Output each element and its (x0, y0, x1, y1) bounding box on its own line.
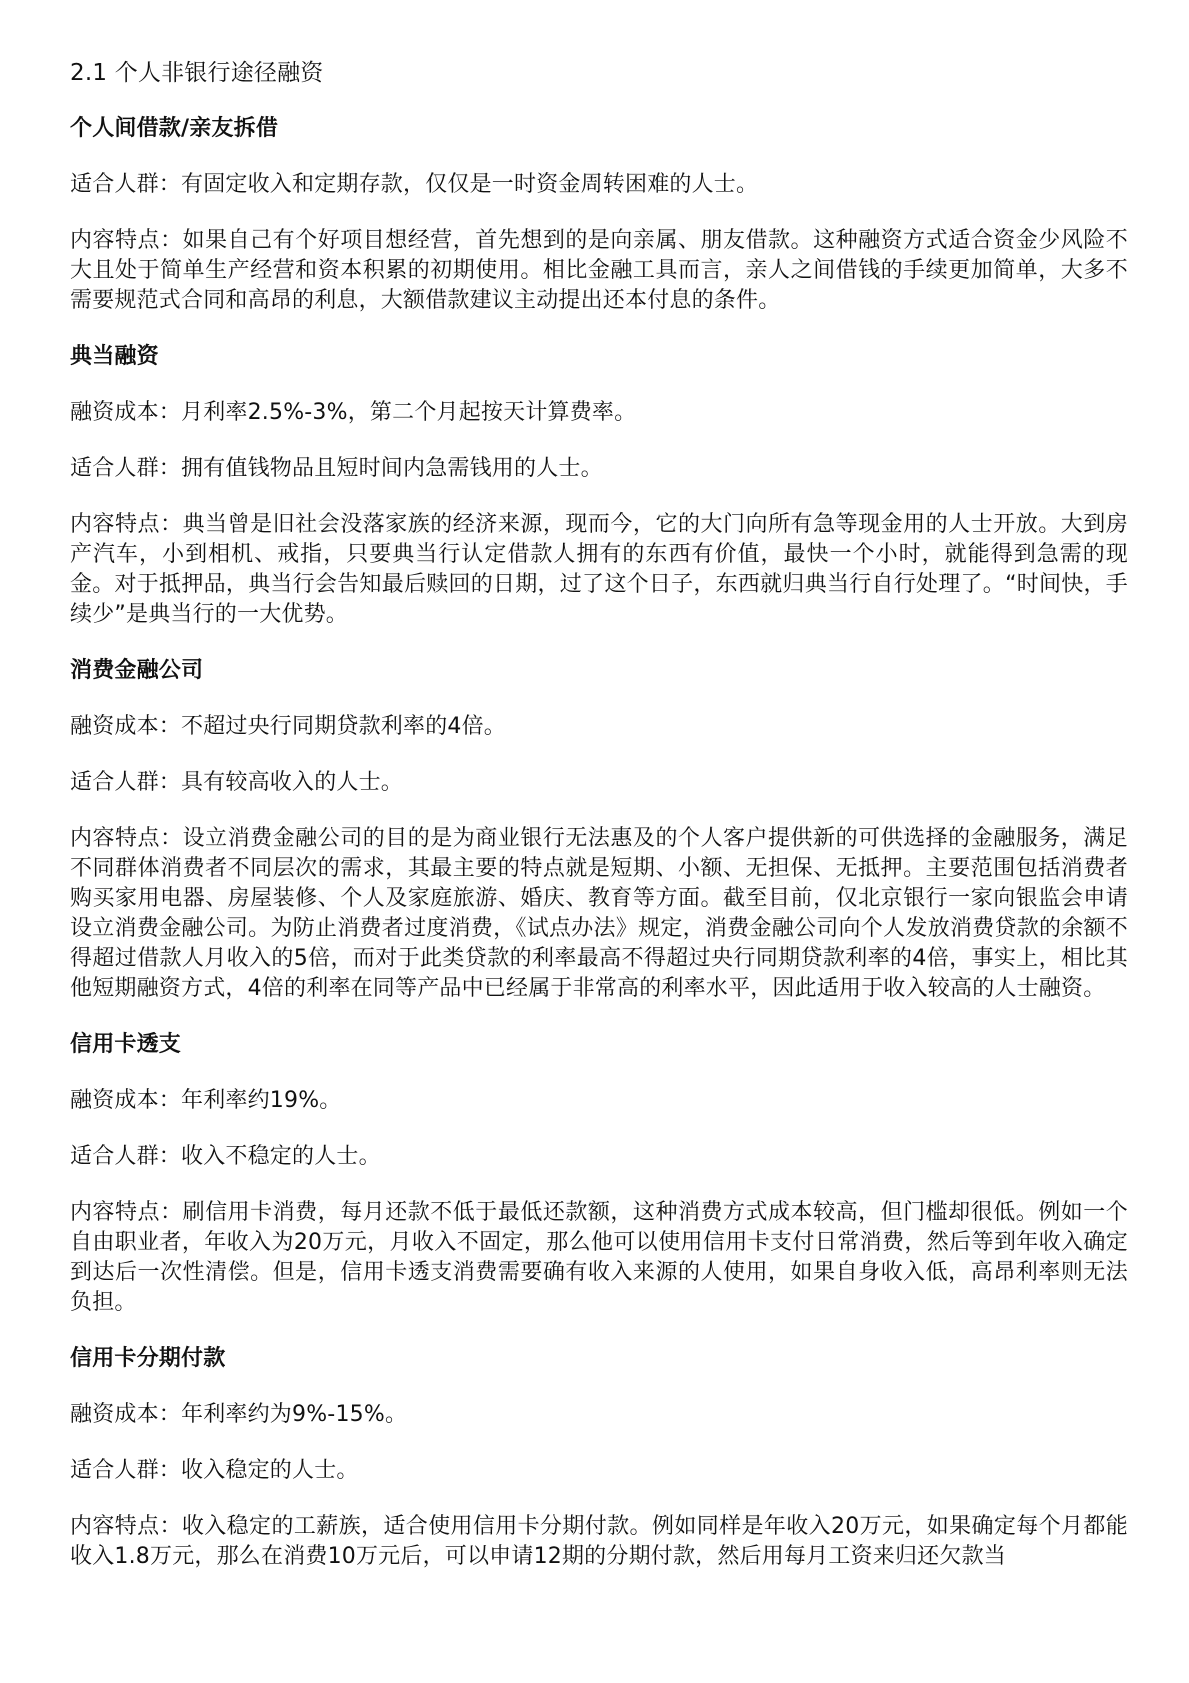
paragraph: 适合人群：收入不稳定的人士。 (70, 1144, 381, 1169)
paragraph: 融资成本：不超过央行同期贷款利率的4倍。 (70, 714, 506, 739)
paragraph: 融资成本：年利率约为9%-15%。 (70, 1402, 408, 1427)
paragraph: 融资成本：年利率约19%。 (70, 1088, 342, 1113)
paragraph: 适合人群：有固定收入和定期存款，仅仅是一时资金周转困难的人士。 (70, 172, 759, 197)
paragraph: 适合人群：拥有值钱物品且短时间内急需钱用的人士。 (70, 456, 603, 481)
paragraph: 内容特点：收入稳定的工薪族，适合使用信用卡分期付款。例如同样是年收入20万元，如果确定每个月都能收入1.8万元，那么在消费10万元后，可以申请12期的分期付款，然后用每月工资来归还欠款当 (70, 1514, 1128, 1569)
heading-credit-card-installment: 信用卡分期付款 (70, 1346, 226, 1371)
heading-personal-loan: 个人间借款/亲友拆借 (70, 116, 279, 141)
paragraph: 适合人群：具有较高收入的人士。 (70, 770, 404, 795)
heading-pawn-financing: 典当融资 (70, 344, 159, 369)
section-personal-loan (70, 114, 1128, 316)
section-pawn-financing (70, 342, 1128, 630)
paragraph: 内容特点：典当曾是旧社会没落家族的经济来源，现而今，它的大门向所有急等现金用的人士开放。大到房产汽车，小到相机、戒指，只要典当行认定借款人拥有的东西有价值，最快一个小时，就能得到急需的现金。对于抵押品，典当行会告知最后赎回的日期，过了这个日子，东西就归典当行自行处理了。“时间快，手续少”是典当行的一大优势。 (70, 512, 1128, 627)
paragraph: 内容特点：如果自己有个好项目想经营，首先想到的是向亲属、朋友借款。这种融资方式适合资金少风险不大且处于简单生产经营和资本积累的初期使用。相比金融工具而言，亲人之间借钱的手续更加简单，大多不需要规范式合同和高昂的利息，大额借款建议主动提出还本付息的条件。 (70, 228, 1128, 313)
section-credit-card-overdraft (70, 1030, 1128, 1318)
paragraph: 融资成本：月利率2.5%-3%，第二个月起按天计算费率。 (70, 400, 637, 425)
heading-consumer-finance: 消费金融公司 (70, 658, 204, 683)
paragraph: 内容特点：设立消费金融公司的目的是为商业银行无法惠及的个人客户提供新的可供选择的金融服务，满足不同群体消费者不同层次的需求，其最主要的特点就是短期、小额、无担保、无抵押。主要范围包括消费者购买家用电器、房屋装修、个人及家庭旅游、婚庆、教育等方面。截至目前，仅北京银行一家向银监会申请设立消费金融公司。为防止消费者过度消费，《试点办法》规定，消费金融公司向个人发放消费贷款的余额不得超过借款人月收入的5倍，而对于此类贷款的利率最高不得超过央行同期贷款利率的4倍，事实上，相比其他短期融资方式，4倍的利率在同等产品中已经属于非常高的利率水平，因此适用于收入较高的人士融资。 (70, 826, 1128, 1001)
paragraph: 适合人群：收入稳定的人士。 (70, 1458, 359, 1483)
paragraph: 内容特点：刷信用卡消费，每月还款不低于最低还款额，这种消费方式成本较高，但门槛却很低。例如一个自由职业者，年收入为20万元，月收入不固定，那么他可以使用信用卡支付日常消费，然后等到年收入确定到达后一次性清偿。但是，信用卡透支消费需要确有收入来源的人使用，如果自身收入低，高昂利率则无法负担。 (70, 1200, 1128, 1315)
section-consumer-finance (70, 656, 1128, 1004)
document-page (70, 58, 1128, 1598)
section-credit-card-installment (70, 1344, 1128, 1572)
section-title: 2.1 个人非银行途径融资 (70, 60, 324, 86)
heading-credit-card-overdraft: 信用卡透支 (70, 1032, 182, 1057)
